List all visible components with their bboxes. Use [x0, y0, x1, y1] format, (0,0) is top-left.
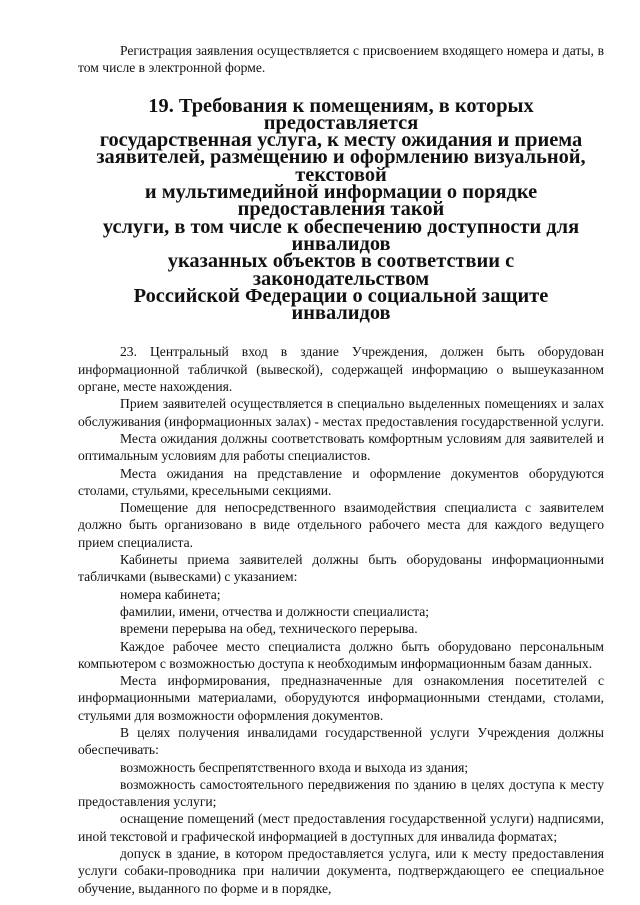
paragraph-waiting-areas: Места ожидания должны соответствовать комфортным условиям для заявителей и оптимальным условиям для работы специалистов.: [78, 430, 604, 464]
paragraph-information-stands: Места информирования, предназначенные для ознакомления посетителей с информационными материалами, оборудуются информационными стендами, столами, стульями для возможности оформления документов.: [78, 673, 604, 723]
paragraph-central-entrance: 23. Центральный вход в здание Учреждения, должен быть оборудован информационной табличкой (вывеской), содержащей информацию о вышеуказанном органе, месте нахождения.: [78, 344, 604, 395]
list-item-signage: оснащение помещений (мест предоставления государственной услуги) надписями, иной текстовой и графической информацией в доступных для инвалида форматах;: [78, 811, 604, 844]
paragraph-reception-halls: Прием заявителей осуществляется в специально выделенных помещениях и залах обслуживания (информационных залах) - местах предоставления государственной услуги.: [78, 396, 605, 429]
list-item-office-number: номера кабинета;: [120, 586, 221, 602]
paragraph-computer: Каждое рабочее место специалиста должно быть оборудовано персональным компьютером с возможностью доступа к необходимым информационным базам данных.: [78, 638, 604, 671]
list-item-specialist-name: фамилии, имени, отчества и должности специалиста;: [120, 603, 430, 619]
list-item-movement: возможность самостоятельного передвижения по зданию в целях доступа к месту предоставления услуги;: [78, 776, 604, 810]
heading-line: и мультимедийной информации о порядке предоставления такой: [144, 181, 538, 221]
list-item-break-time: времени перерыва на обед, технического перерыва.: [120, 621, 418, 637]
heading-line: Российской Федерации о социальной защите инвалидов: [133, 284, 549, 325]
heading-line: 19. Требования к помещениям, в которых предоставляется: [148, 94, 534, 134]
list-item-entrance-exit: возможность беспрепятственного входа и выхода из здания;: [120, 759, 469, 775]
paragraph-workplace: Помещение для непосредственного взаимодействия специалиста с заявителем должно быть организовано в виде отдельного рабочего места для каждого ведущего прием специалиста.: [78, 500, 604, 550]
list-item-guide-dog: допуск в здание, в котором предоставляется услуга, или к месту предоставления услуги собаки-проводника при наличии документа, подтверждающего ее специальное обучение, выданного по форме и в порядке,: [78, 846, 604, 896]
heading-line: заявителей, размещению и оформлению визуальной, текстовой: [96, 146, 586, 186]
intro-paragraph: Регистрация заявления осуществляется с присвоением входящего номера и даты, в том числе в электронной форме.: [78, 43, 604, 76]
heading-line: указанных объектов в соответствии с законодательством: [167, 250, 515, 290]
section-heading: [78, 94, 604, 325]
document-body: [78, 42, 604, 897]
paragraph-office-signs: Кабинеты приема заявителей должны быть оборудованы информационными табличками (вывесками) с указанием:: [78, 552, 604, 585]
paragraph-waiting-furniture: Места ожидания на представление и оформление документов оборудуются столами, стульями, кресельными секциями.: [78, 465, 604, 498]
heading-line: услуги, в том числе к обеспечению доступности для инвалидов: [102, 215, 580, 255]
heading-line: государственная услуга, к месту ожидания и приема: [99, 129, 583, 152]
paragraph-disability-access: В целях получения инвалидами государственной услуги Учреждения должны обеспечивать:: [78, 724, 604, 758]
